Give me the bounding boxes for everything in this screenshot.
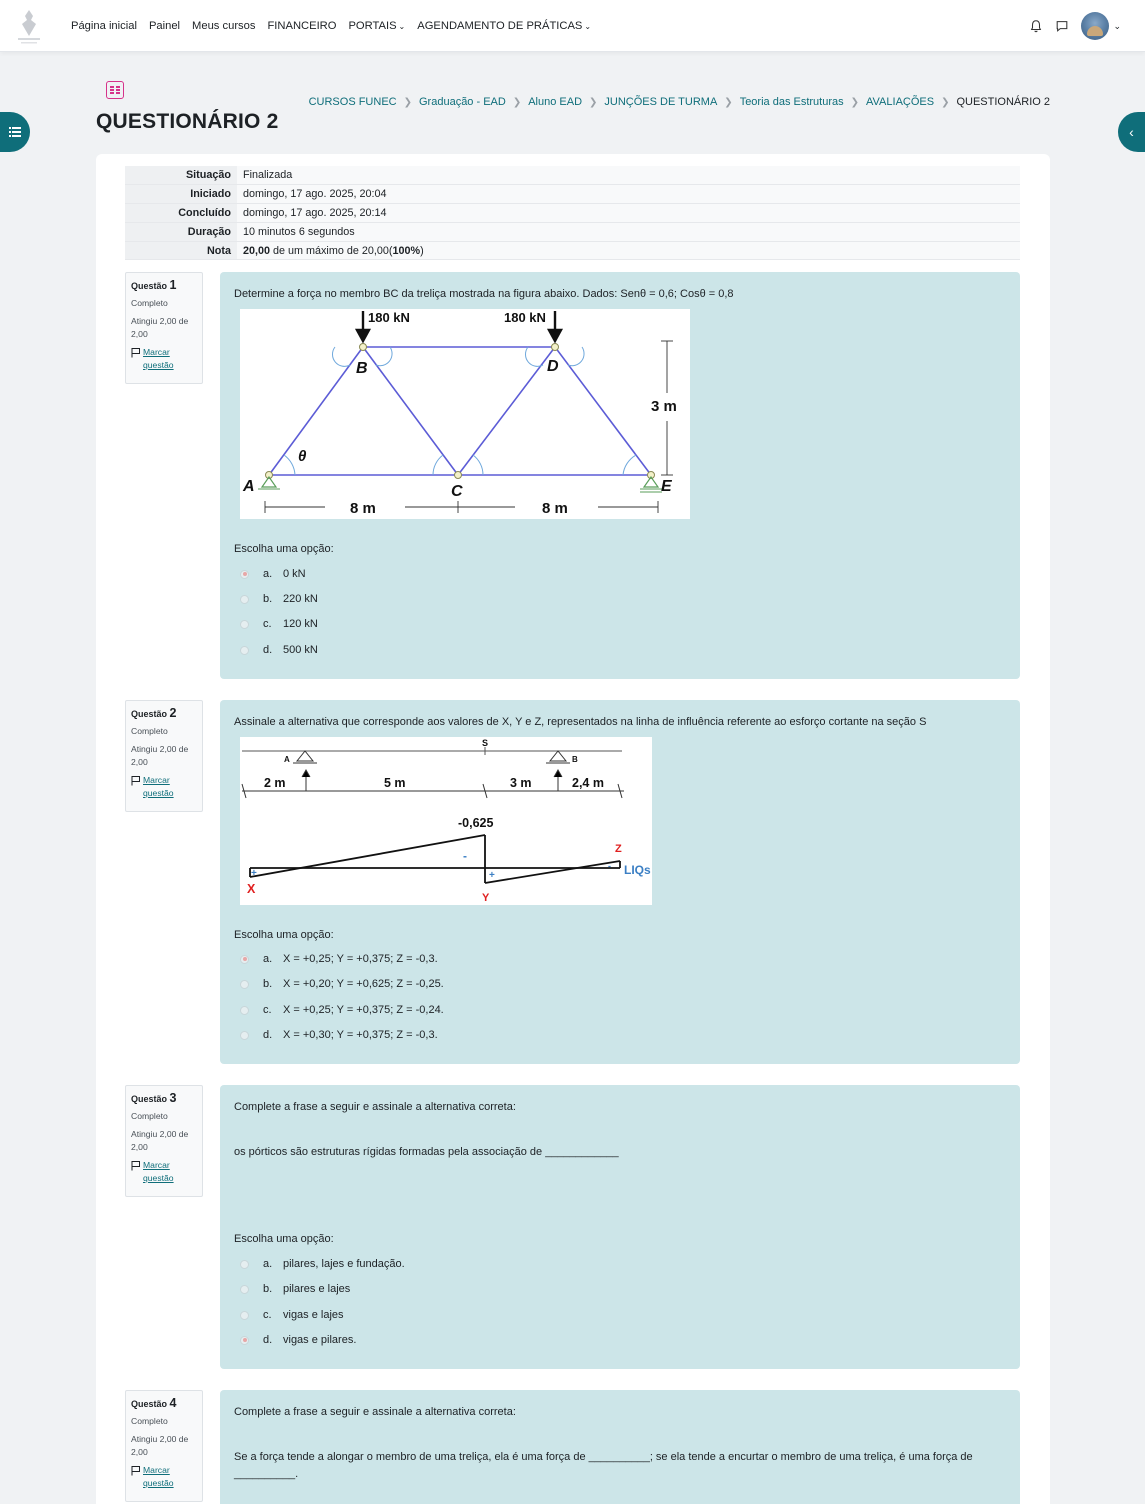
quiz-icon: [106, 81, 124, 99]
page-title: QUESTIONÁRIO 2: [96, 110, 279, 133]
option-letter: c.: [263, 618, 272, 630]
answer-option-b[interactable]: [240, 1282, 350, 1296]
summary-row: [125, 222, 1020, 241]
option-letter: d.: [263, 1029, 273, 1041]
question-text: Determine a força no membro BC da treliça mostrada na figura abaixo. Dados: Senθ = 0,6; Cosθ = 0,8: [234, 288, 734, 300]
question-number: [131, 1091, 197, 1105]
breadcrumb: [309, 96, 1050, 108]
question-state: Completo: [131, 298, 168, 308]
nav-menu-portais-label: PORTAIS: [348, 20, 397, 32]
question-number-value: 4: [169, 1396, 177, 1410]
option-text: 0 kN: [283, 568, 306, 580]
chevron-right-icon: ❯: [589, 96, 598, 108]
question-content-2: [220, 700, 1020, 1064]
chevron-right-icon: ❯: [403, 96, 412, 108]
primary-navigation: [71, 0, 603, 52]
flag-question-link[interactable]: [131, 774, 197, 800]
breadcrumb-item[interactable]: Teoria das Estruturas: [739, 96, 844, 108]
influence-line-diagram: [240, 737, 652, 905]
summary-label: Concluído: [125, 204, 237, 223]
question-label: Questão: [131, 709, 168, 719]
radio-button[interactable]: [240, 1311, 249, 1320]
option-text: 120 kN: [283, 618, 318, 630]
chevron-right-icon: ❯: [850, 96, 860, 108]
radio-button[interactable]: [240, 620, 249, 629]
answer-option-d[interactable]: [240, 643, 318, 657]
flag-question-link[interactable]: [131, 1464, 197, 1490]
option-text: X = +0,25; Y = +0,375; Z = -0,24.: [283, 1004, 444, 1016]
influence-label-z: Z: [615, 843, 622, 855]
answer-option-c[interactable]: [240, 617, 318, 631]
summary-label: Situação: [125, 166, 237, 185]
answer-prompt: Escolha uma opção:: [234, 543, 334, 555]
question-text: Complete a frase a seguir e assinale a alternativa correta:: [234, 1406, 516, 1418]
option-letter: a.: [263, 1258, 273, 1270]
radio-button[interactable]: [240, 1031, 249, 1040]
summary-value: domingo, 17 ago. 2025, 20:04: [237, 185, 1020, 204]
user-tools: [1029, 0, 1121, 52]
nav-menu-agendamento[interactable]: [417, 20, 591, 32]
breadcrumb-item[interactable]: JUNÇÕES DE TURMA: [604, 96, 718, 108]
block-drawer-toggle[interactable]: [1118, 112, 1145, 152]
question-number-value: 2: [169, 706, 177, 720]
chevron-right-icon: ❯: [512, 96, 522, 108]
question-number: [131, 706, 197, 720]
flag-icon: [131, 347, 141, 358]
radio-button[interactable]: [240, 1336, 249, 1345]
bell-icon[interactable]: [1029, 19, 1043, 33]
question-grade: Atingiu 2,00 de 2,00: [131, 316, 189, 339]
option-letter: b.: [263, 978, 273, 990]
question-sentence-continued: __________.: [234, 1468, 299, 1480]
summary-label: Iniciado: [125, 185, 237, 204]
angle-label: θ: [298, 448, 307, 465]
answer-option-d[interactable]: [240, 1028, 438, 1042]
question-number: [131, 1396, 197, 1410]
chevron-down-icon: ⌄: [584, 22, 592, 31]
summary-value: Finalizada: [237, 166, 1020, 185]
question-label: Questão: [131, 281, 168, 291]
influence-label-y: Y: [482, 892, 490, 904]
answer-option-a[interactable]: [240, 567, 306, 581]
option-text: 500 kN: [283, 644, 318, 656]
chevron-down-icon[interactable]: ⌄: [1113, 20, 1121, 31]
option-letter: b.: [263, 593, 273, 605]
breadcrumb-item[interactable]: Aluno EAD: [528, 96, 583, 108]
line-label: LIQs: [624, 863, 651, 877]
support-label: A: [284, 755, 290, 764]
span-label: 2,4 m: [572, 776, 604, 790]
question-state: Completo: [131, 1416, 168, 1426]
option-text: vigas e pilares.: [283, 1334, 357, 1346]
peak-value-label: -0,625: [458, 816, 494, 830]
option-text: X = +0,25; Y = +0,375; Z = -0,3.: [283, 953, 438, 965]
option-text: pilares, lajes e fundação.: [283, 1258, 405, 1270]
answer-prompt: Escolha uma opção:: [234, 929, 334, 941]
nav-link-my-courses[interactable]: Meus cursos: [192, 20, 256, 32]
answer-option-c[interactable]: [240, 1308, 344, 1322]
question-info-1: [125, 272, 203, 384]
summary-grade: [237, 241, 1020, 260]
span-label: 2 m: [264, 776, 286, 790]
site-logo[interactable]: [14, 6, 44, 46]
sign-label: +: [251, 868, 257, 879]
question-number-value: 3: [169, 1091, 177, 1105]
radio-button[interactable]: [240, 955, 249, 964]
option-letter: a.: [263, 568, 273, 580]
flag-icon: [131, 1160, 141, 1171]
question-info-4: [125, 1390, 203, 1502]
truss-figure: [240, 309, 690, 519]
nav-link-dashboard[interactable]: Painel: [148, 20, 181, 32]
nav-menu-agendamento-label: AGENDAMENTO DE PRÁTICAS: [417, 20, 583, 32]
top-navbar: [0, 0, 1145, 52]
course-index-toggle[interactable]: [0, 112, 30, 152]
nav-link-home[interactable]: Página inicial: [71, 20, 137, 32]
support-label: B: [572, 755, 578, 764]
question-number-value: 1: [169, 278, 177, 292]
option-text: X = +0,20; Y = +0,625; Z = -0,25.: [283, 978, 444, 990]
option-letter: b.: [263, 1283, 273, 1295]
question-state: Completo: [131, 726, 168, 736]
question-text: Complete a frase a seguir e assinale a alternativa correta:: [234, 1101, 516, 1113]
grade-max: de um máximo de 20,00(: [270, 244, 393, 257]
grade-percent: 100%: [392, 244, 421, 257]
flag-label: Marcar questão: [143, 1465, 174, 1488]
question-info-2: [125, 700, 203, 812]
breadcrumb-item[interactable]: AVALIAÇÕES: [866, 96, 935, 108]
breadcrumb-item[interactable]: Graduação - EAD: [419, 96, 506, 108]
quiz-review-card: [96, 154, 1050, 1504]
summary-row: [125, 185, 1020, 204]
influence-label-x: X: [247, 882, 256, 896]
answer-option-a[interactable]: [240, 1257, 405, 1271]
question-label: Questão: [131, 1399, 168, 1409]
attempt-summary-table: [125, 166, 1020, 260]
question-info-3: [125, 1085, 203, 1197]
summary-row: [125, 204, 1020, 223]
chevron-right-icon: ❯: [941, 96, 950, 108]
sign-label: -: [463, 849, 467, 863]
answer-option-d[interactable]: [240, 1333, 356, 1347]
summary-label: Duração: [125, 222, 237, 241]
question-grade: Atingiu 2,00 de 2,00: [131, 1129, 189, 1152]
option-letter: d.: [263, 1334, 273, 1346]
nav-link-financeiro[interactable]: FINANCEIRO: [267, 20, 337, 32]
question-sentence: Se a força tende a alongar o membro de uma treliça, ela é uma força de __________; se ela tende a encurtar o membro de uma treliça, é uma força de: [234, 1451, 973, 1463]
summary-value: 10 minutos 6 segundos: [237, 222, 1020, 241]
answer-option-b[interactable]: [240, 977, 444, 991]
load-label: 180 kN: [368, 310, 410, 325]
node-label: C: [451, 483, 463, 500]
option-text: vigas e lajes: [283, 1309, 344, 1321]
dimension-label: 8 m: [350, 500, 376, 517]
grade-close: ): [420, 244, 424, 257]
section-label: S: [482, 738, 489, 748]
radio-button[interactable]: [240, 595, 249, 604]
node-label: A: [243, 478, 255, 495]
question-grade: Atingiu 2,00 de 2,00: [131, 1434, 189, 1457]
flag-label: Marcar questão: [143, 775, 174, 798]
dimension-label: 3 m: [651, 398, 677, 415]
sign-label: -: [608, 861, 611, 871]
question-number: [131, 278, 197, 292]
flag-question-link[interactable]: [131, 1159, 197, 1185]
flag-label: Marcar questão: [143, 347, 174, 370]
option-letter: c.: [263, 1309, 272, 1321]
message-icon[interactable]: [1055, 19, 1069, 33]
node-label: E: [661, 478, 672, 495]
question-label: Questão: [131, 1094, 168, 1104]
question-content-3: [220, 1085, 1020, 1369]
influence-line-figure: [240, 737, 652, 905]
chevron-right-icon: ❯: [724, 96, 733, 108]
flag-label: Marcar questão: [143, 1160, 174, 1183]
flag-icon: [131, 1465, 141, 1476]
radio-button[interactable]: [240, 570, 249, 579]
grade-score: 20,00: [243, 244, 271, 257]
breadcrumb-current: QUESTIONÁRIO 2: [956, 96, 1050, 108]
summary-label: Nota: [125, 241, 237, 260]
question-sentence: os pórticos são estruturas rígidas formadas pela associação de ____________: [234, 1146, 619, 1158]
answer-prompt: Escolha uma opção:: [234, 1233, 334, 1245]
question-state: Completo: [131, 1111, 168, 1121]
option-letter: c.: [263, 1004, 272, 1016]
option-letter: d.: [263, 644, 273, 656]
dimension-label: 8 m: [542, 500, 568, 517]
question-content-4: [220, 1390, 1020, 1504]
summary-row: [125, 166, 1020, 185]
flag-icon: [131, 775, 141, 786]
list-icon: [9, 127, 21, 137]
span-label: 5 m: [384, 776, 406, 790]
summary-row: [125, 241, 1020, 260]
radio-button[interactable]: [240, 1260, 249, 1269]
option-text: X = +0,30; Y = +0,375; Z = -0,3.: [283, 1029, 438, 1041]
answer-option-c[interactable]: [240, 1003, 444, 1017]
answer-option-b[interactable]: [240, 592, 318, 606]
load-label: 180 kN: [504, 310, 546, 325]
option-text: 220 kN: [283, 593, 318, 605]
summary-value: domingo, 17 ago. 2025, 20:14: [237, 204, 1020, 223]
flag-question-link[interactable]: [131, 346, 197, 372]
radio-button[interactable]: [240, 646, 249, 655]
question-grade: Atingiu 2,00 de 2,00: [131, 744, 189, 767]
sign-label: +: [489, 870, 495, 881]
radio-button[interactable]: [240, 1006, 249, 1015]
radio-button[interactable]: [240, 1285, 249, 1294]
truss-diagram: [240, 309, 690, 519]
breadcrumb-item[interactable]: CURSOS FUNEC: [308, 96, 397, 108]
option-letter: a.: [263, 953, 273, 965]
span-label: 3 m: [510, 776, 532, 790]
question-text: Assinale a alternativa que corresponde aos valores de X, Y e Z, representados na linha de influência referente ao esforço cortante na seção S: [234, 716, 927, 728]
question-content-1: [220, 272, 1020, 679]
answer-option-a[interactable]: [240, 952, 438, 966]
chevron-down-icon: ⌄: [398, 22, 406, 31]
chevron-left-icon: ‹: [1129, 124, 1134, 140]
node-label: B: [356, 360, 368, 377]
nav-menu-portais[interactable]: [348, 20, 405, 32]
node-label: D: [547, 358, 559, 375]
radio-button[interactable]: [240, 980, 249, 989]
user-avatar[interactable]: [1081, 12, 1109, 40]
option-text: pilares e lajes: [283, 1283, 351, 1295]
